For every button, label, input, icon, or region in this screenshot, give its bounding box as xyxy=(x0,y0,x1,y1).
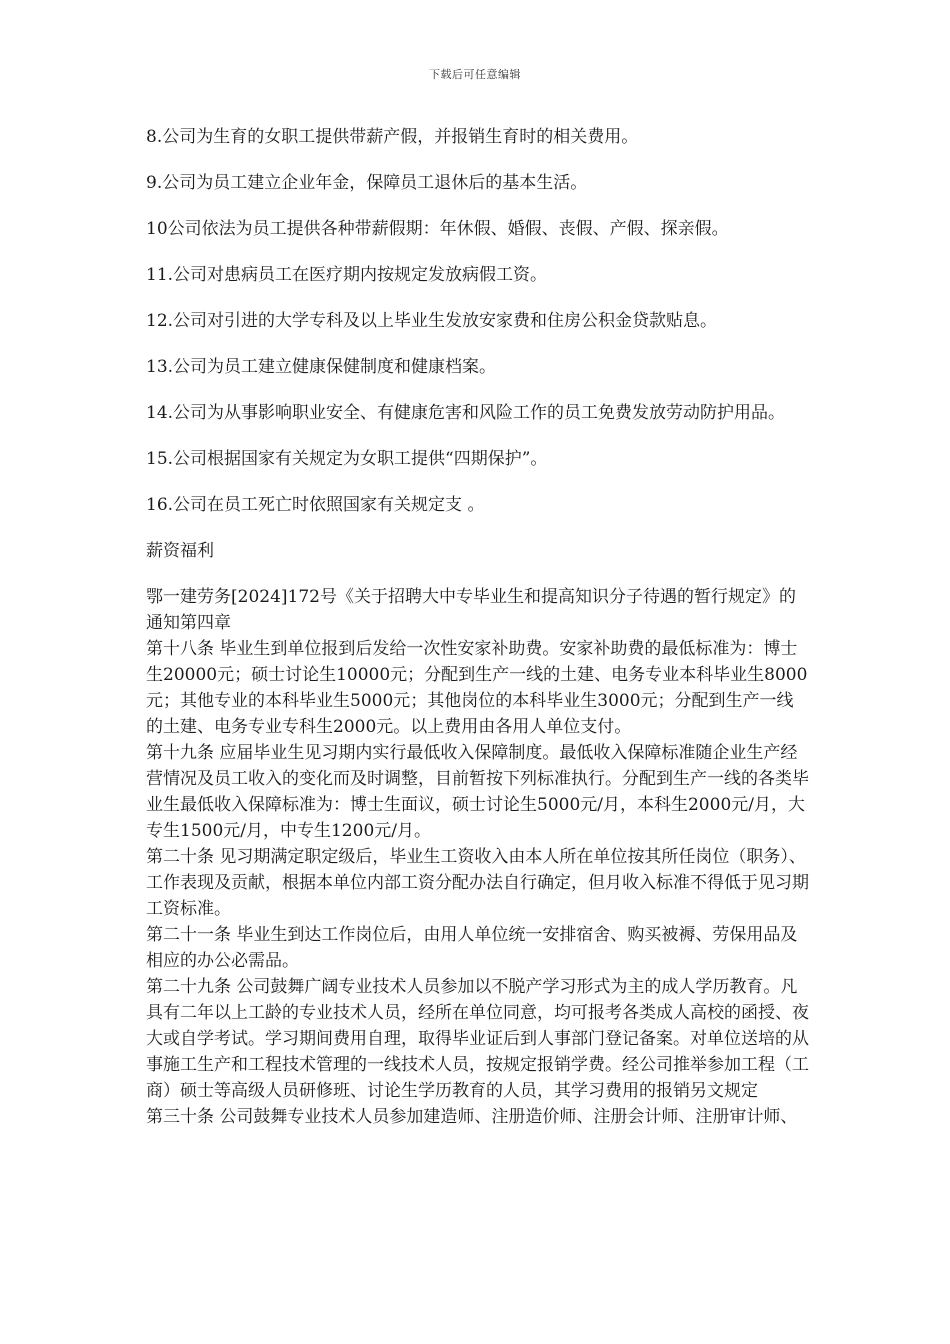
article-paragraph: 第二十一条 毕业生到达工作岗位后，由用人单位统一安排宿舍、购买被褥、劳保用品及相应的办公必需品。 xyxy=(146,925,798,971)
list-item: 11.公司对患病员工在医疗期内按规定发放病假工资。 xyxy=(146,265,548,285)
list-item: 13.公司为员工建立健康保健制度和健康档案。 xyxy=(146,357,497,377)
notice-block xyxy=(146,584,810,1130)
list-item: 14.公司为从事影响职业安全、有健康危害和风险工作的员工免费发放劳动防护用品。 xyxy=(146,403,786,423)
notice-title: 鄂一建劳务[2024]172号《关于招聘大中专毕业生和提高知识分子待遇的暂行规定》的通知第四章 xyxy=(146,587,796,633)
article-paragraph: 第十八条 毕业生到单位报到后发给一次性安家补助费。安家补助费的最低标准为：博士生20000元；硕士讨论生10000元；分配到生产一线的土建、电务专业本科毕业生8000元；其他专业的本科毕业生5000元；其他岗位的本科毕业生3000元；分配到生产一线的土建、电务专业专科生2000元。以上费用由各用人单位支付。 xyxy=(146,639,808,737)
document-body xyxy=(146,124,810,1130)
article-paragraph: 第二十九条 公司鼓舞广阔专业技术人员参加以不脱产学习形式为主的成人学历教育。凡具有二年以上工龄的专业技术人员，经所在单位同意，均可报考各类成人高校的函授、夜大或自学考试。学习期间费用自理，取得毕业证后到人事部门登记备案。对单位送培的从事施工生产和工程技术管理的一线技术人员，按规定报销学费。经公司推举参加工程（工商）硕士等高级人员研修班、讨论生学历教育的人员，其学习费用的报销另文规定 xyxy=(146,977,809,1101)
article-paragraph: 第十九条 应届毕业生见习期内实行最低收入保障制度。最低收入保障标准随企业生产经营情况及员工收入的变化而及时调整，目前暂按下列标准执行。分配到生产一线的各类毕业生最低收入保障标准为：博士生面议，硕士讨论生5000元/月，本科生2000元/月，大专生1500元/月，中专生1200元/月。 xyxy=(146,743,809,841)
section-title: 薪资福利 xyxy=(146,541,214,561)
list-item: 12.公司对引进的大学专科及以上毕业生发放安家费和住房公积金贷款贴息。 xyxy=(146,311,718,331)
page-header: 下载后可任意编辑 xyxy=(429,68,521,81)
article-paragraph: 第三十条 公司鼓舞专业技术人员参加建造师、注册造价师、注册会计师、注册审计师、 xyxy=(146,1107,798,1127)
list-item: 15.公司根据国家有关规定为女职工提供“四期保护”。 xyxy=(146,449,548,469)
list-item: 8.公司为生育的女职工提供带薪产假，并报销生育时的相关费用。 xyxy=(146,127,639,147)
article-paragraph: 第二十条 见习期满定职定级后，毕业生工资收入由本人所在单位按其所任岗位（职务）、工作表现及贡献，根据本单位内部工资分配办法自行确定，但月收入标准不得低于见习期工资标准。 xyxy=(146,847,809,919)
list-item: 9.公司为员工建立企业年金，保障员工退休后的基本生活。 xyxy=(146,173,588,193)
list-item: 10公司依法为员工提供各种带薪假期：年休假、婚假、丧假、产假、探亲假。 xyxy=(146,219,729,239)
list-item: 16.公司在员工死亡时依照国家有关规定支 。 xyxy=(146,495,485,515)
